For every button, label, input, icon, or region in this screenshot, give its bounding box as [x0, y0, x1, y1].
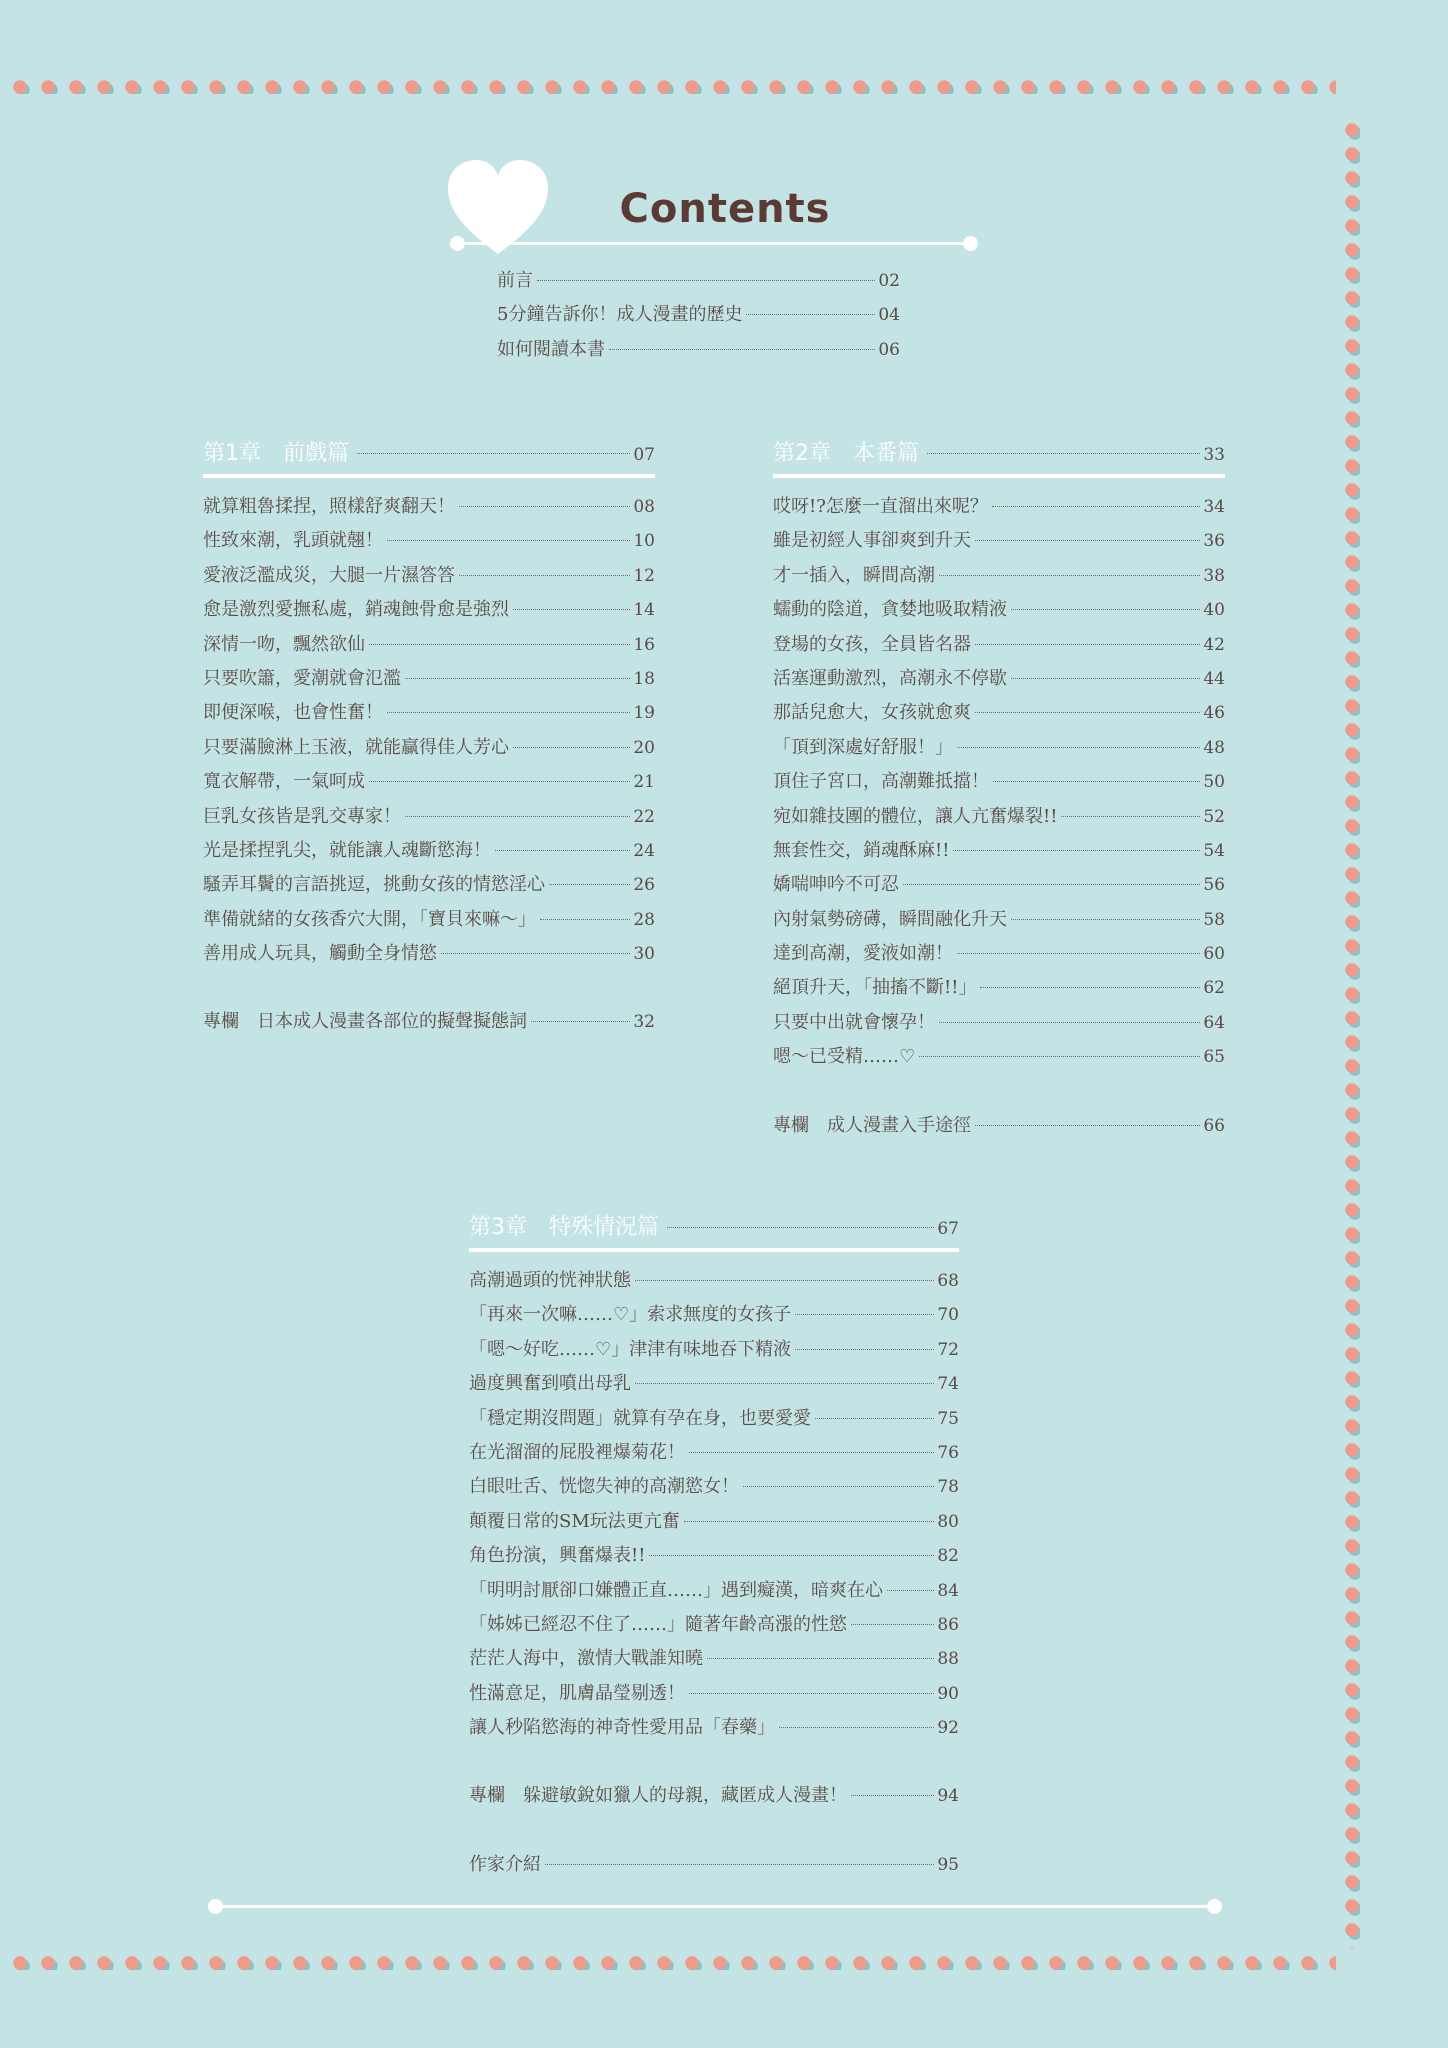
dot-leader — [743, 1486, 934, 1487]
entry-title: 只要吹簫，愛潮就會氾濫 — [203, 667, 401, 689]
page-number: 42 — [1203, 634, 1225, 655]
dot-leader — [1011, 919, 1200, 920]
toc-entry[interactable] — [203, 662, 655, 696]
toc-entry[interactable] — [469, 1574, 959, 1608]
dot-leader — [667, 1227, 934, 1228]
toc-entry[interactable] — [773, 937, 1225, 971]
entry-title: 哎呀!?怎麼一直溜出來呢？ — [773, 496, 988, 517]
chapter-title: 第3章 特殊情況篇 — [469, 1215, 659, 1240]
page-number: 46 — [1203, 703, 1225, 724]
page-number: 08 — [633, 497, 655, 517]
entry-title: 5分鐘告訴你！成人漫畫的歷史 — [497, 304, 743, 326]
chapter-heading[interactable] — [203, 434, 655, 478]
toc-entry[interactable] — [773, 628, 1225, 662]
toc-entry[interactable] — [773, 1040, 1225, 1074]
entry-title: 準備就緒的女孩香穴大開，「寶貝來嘛～」 — [203, 908, 536, 930]
toc-entry[interactable] — [203, 937, 655, 971]
entry-title: 頂住子宮口，高潮難抵擋！ — [773, 771, 989, 793]
page-number: 44 — [1203, 668, 1225, 689]
page-number: 60 — [1203, 944, 1225, 965]
entry-title: 「姊姊已經忍不住了……」隨著年齡高漲的性慾 — [469, 1613, 847, 1635]
page-title: Contents — [619, 186, 831, 232]
dot-leader — [1011, 678, 1200, 679]
author-entry[interactable] — [469, 1848, 959, 1882]
column-entry[interactable] — [203, 1005, 655, 1039]
dot-leader — [903, 884, 1200, 885]
page-number: 92 — [937, 1718, 959, 1739]
page-number: 38 — [1203, 565, 1225, 586]
chapter-1-section — [203, 434, 655, 1040]
page-number: 10 — [633, 531, 655, 552]
page-number: 50 — [1203, 772, 1225, 793]
section-gap — [203, 971, 655, 1005]
section-gap — [469, 1814, 959, 1848]
toc-entry[interactable] — [469, 1264, 959, 1298]
page-number: 78 — [937, 1477, 959, 1498]
entry-title: 「頂到深處好舒服！」 — [773, 736, 953, 758]
dot-leader — [746, 314, 875, 315]
toc-entry[interactable] — [773, 524, 1225, 558]
toc-entry[interactable] — [469, 1367, 959, 1401]
page-number: 74 — [937, 1374, 959, 1395]
dot-leader — [957, 953, 1200, 954]
dot-leader — [649, 1555, 934, 1556]
toc-entry[interactable] — [203, 593, 655, 627]
toc-entry[interactable] — [469, 1711, 959, 1745]
entry-title: 絕頂升天，「抽搐不斷!!」 — [773, 977, 977, 999]
entry-title: 茫茫人海中，激情大戰誰知曉 — [469, 1648, 703, 1670]
section-gap — [773, 1075, 1225, 1109]
dot-leader — [405, 816, 630, 817]
dot-leader — [513, 747, 630, 748]
page-number: 20 — [633, 737, 655, 758]
toc-entry[interactable] — [497, 333, 900, 367]
page-number: 76 — [937, 1442, 959, 1463]
entry-title: 無套性交，銷魂酥麻!! — [773, 839, 950, 861]
dot-leader — [405, 678, 630, 679]
toc-entry[interactable] — [497, 264, 900, 298]
page-number: 84 — [937, 1580, 959, 1601]
dot-leader — [980, 987, 1200, 988]
dot-leader — [609, 349, 875, 350]
toc-entry[interactable] — [469, 1539, 959, 1573]
entry-title: 讓人秒陷慾海的神奇性愛用品「春藥」 — [469, 1717, 775, 1739]
chapter-title: 第2章 本番篇 — [773, 441, 919, 466]
dot-leader — [993, 781, 1200, 782]
entry-title: 寬衣解帶，一氣呵成 — [203, 771, 365, 793]
entry-title: 白眼吐舌、恍惚失神的高潮慾女！ — [469, 1476, 739, 1498]
entry-title: 巨乳女孩皆是乳交專家！ — [203, 805, 401, 827]
dot-leader — [495, 850, 630, 851]
chapter-title: 第1章 前戲篇 — [203, 441, 349, 466]
page-number: 72 — [937, 1339, 959, 1360]
entry-title: 作家介紹 — [469, 1853, 541, 1875]
page-number: 12 — [633, 565, 655, 586]
page-number: 14 — [633, 600, 655, 621]
title-underline — [456, 242, 972, 245]
toc-entry[interactable] — [773, 1006, 1225, 1040]
dot-leader — [975, 712, 1200, 713]
chapter-heading[interactable] — [469, 1208, 959, 1252]
page-number: 67 — [937, 1219, 959, 1239]
toc-entry[interactable] — [203, 524, 655, 558]
toc-entry[interactable] — [203, 903, 655, 937]
dot-leader — [887, 1590, 934, 1591]
page-number: 19 — [633, 703, 655, 724]
entry-title: 活塞運動激烈，高潮永不停歇 — [773, 667, 1007, 689]
toc-entry[interactable] — [203, 765, 655, 799]
page-number: 70 — [937, 1305, 959, 1326]
toc-entry[interactable] — [773, 903, 1225, 937]
page-number: 66 — [1203, 1115, 1225, 1136]
page-number: 95 — [937, 1854, 959, 1875]
toc-entry[interactable] — [469, 1642, 959, 1676]
dot-leader — [537, 280, 875, 281]
dot-leader — [459, 506, 630, 507]
toc-entry[interactable] — [469, 1470, 959, 1504]
entry-title: 宛如雜技團的體位，讓人亢奮爆裂!! — [773, 805, 1058, 827]
dot-leader — [795, 1349, 934, 1350]
page-number: 68 — [937, 1271, 959, 1291]
entry-title: 顛覆日常的SM玩法更亢奮 — [469, 1510, 680, 1532]
entry-title: 「再來一次嘛……♡」索求無度的女孩子 — [469, 1304, 792, 1326]
entry-title: 達到高潮，愛液如潮！ — [773, 943, 953, 965]
entry-title: 專欄 成人漫畫入手途徑 — [773, 1114, 971, 1136]
page-number: 80 — [937, 1511, 959, 1532]
dot-leader — [975, 1125, 1200, 1126]
dot-leader — [369, 644, 630, 645]
page-number: 75 — [937, 1408, 959, 1429]
dot-leader — [545, 1864, 934, 1865]
entry-title: 蠕動的陰道，貪婪地吸取精液 — [773, 599, 1007, 621]
entry-title: 過度興奮到噴出母乳 — [469, 1373, 631, 1395]
entry-title: 性滿意足，肌膚晶瑩剔透！ — [469, 1682, 685, 1704]
entry-title: 愛液泛濫成災，大腿一片濕答答 — [203, 564, 455, 586]
toc-entry[interactable] — [469, 1436, 959, 1470]
page-number: 30 — [633, 944, 655, 965]
dot-leader — [387, 712, 630, 713]
entry-title: 專欄 躲避敏銳如獵人的母親，藏匿成人漫畫！ — [469, 1785, 847, 1807]
dot-leader — [689, 1452, 934, 1453]
page-number: 22 — [633, 806, 655, 827]
dot-leader — [975, 644, 1200, 645]
entry-title: 內射氣勢磅礡，瞬間融化升天 — [773, 908, 1007, 930]
chapter-2-section — [773, 434, 1225, 1143]
page-number: 32 — [633, 1012, 655, 1033]
page-number: 21 — [633, 772, 655, 793]
entry-title: 角色扮演，興奮爆表!! — [469, 1545, 646, 1567]
page-number: 04 — [878, 305, 900, 326]
page-number: 16 — [633, 634, 655, 655]
toc-entry[interactable] — [203, 800, 655, 834]
page-number: 62 — [1203, 978, 1225, 999]
dot-leader — [1061, 816, 1200, 817]
section-gap — [469, 1745, 959, 1779]
dot-leader — [1011, 609, 1200, 610]
dot-leader — [707, 1658, 934, 1659]
entry-title: 性致來潮，乳頭就翹！ — [203, 530, 383, 552]
page-number: 88 — [937, 1649, 959, 1670]
right-dot-border — [1344, 118, 1360, 1948]
toc-entry[interactable] — [773, 765, 1225, 799]
toc-entry[interactable] — [773, 559, 1225, 593]
dot-leader — [851, 1624, 934, 1625]
entry-title: 如何閱讀本書 — [497, 338, 605, 360]
top-dot-border — [6, 80, 1336, 94]
dot-leader — [795, 1314, 934, 1315]
page-number: 86 — [937, 1614, 959, 1635]
dot-leader — [635, 1280, 934, 1281]
entry-title: 專欄 日本成人漫畫各部位的擬聲擬態詞 — [203, 1011, 527, 1033]
toc-entry[interactable] — [773, 868, 1225, 902]
dot-leader — [927, 453, 1200, 454]
page-number: 02 — [878, 271, 900, 291]
toc-entry[interactable] — [469, 1608, 959, 1642]
dot-leader — [957, 747, 1200, 748]
dot-leader — [953, 850, 1200, 851]
toc-entry[interactable] — [203, 834, 655, 868]
page-number: 52 — [1203, 806, 1225, 827]
bottom-dot-border — [6, 1956, 1336, 1970]
dot-leader — [635, 1383, 934, 1384]
page-number: 82 — [937, 1546, 959, 1567]
toc-entry[interactable] — [469, 1677, 959, 1711]
toc-entry[interactable] — [469, 1333, 959, 1367]
dot-leader — [851, 1795, 934, 1796]
front-matter-list — [497, 264, 900, 367]
toc-entry[interactable] — [497, 298, 900, 332]
dot-leader — [549, 884, 630, 885]
toc-entry[interactable] — [773, 834, 1225, 868]
page-number: 65 — [1203, 1047, 1225, 1068]
page-number: 33 — [1203, 445, 1225, 465]
entry-title: 騷弄耳鬢的言語挑逗，挑動女孩的情慾淫心 — [203, 874, 545, 896]
entry-title: 嗯～已受精……♡ — [773, 1046, 916, 1068]
page-number: 36 — [1203, 531, 1225, 552]
entry-title: 高潮過頭的恍神狀態 — [469, 1270, 631, 1291]
toc-entry[interactable] — [773, 731, 1225, 765]
dot-leader — [357, 453, 630, 454]
toc-entry[interactable] — [773, 593, 1225, 627]
entry-title: 即便深喉，也會性奮！ — [203, 702, 383, 724]
entry-title: 那話兒愈大，女孩就愈爽 — [773, 702, 971, 724]
page-number: 18 — [633, 668, 655, 689]
dot-leader — [779, 1727, 934, 1728]
page-number: 34 — [1203, 497, 1225, 517]
entry-title: 只要中出就會懷孕！ — [773, 1011, 935, 1033]
page-number: 94 — [937, 1786, 959, 1807]
dot-leader — [387, 540, 630, 541]
toc-entry[interactable] — [203, 490, 655, 524]
toc-entry[interactable] — [203, 628, 655, 662]
dot-leader — [975, 540, 1200, 541]
page-number: 24 — [633, 840, 655, 861]
page-number: 48 — [1203, 737, 1225, 758]
dot-leader — [513, 609, 630, 610]
entry-title: 嬌喘呻吟不可忍 — [773, 874, 899, 896]
chapter-heading[interactable] — [773, 434, 1225, 478]
entry-title: 登場的女孩，全員皆名器 — [773, 633, 971, 655]
chapter-3-section — [469, 1208, 959, 1882]
entry-title: 在光溜溜的屁股裡爆菊花！ — [469, 1441, 685, 1463]
entry-title: 「明明討厭卻口嫌體正直……」遇到癡漢，暗爽在心 — [469, 1579, 883, 1601]
toc-entry[interactable] — [773, 490, 1225, 524]
dot-leader — [939, 1022, 1200, 1023]
page-number: 40 — [1203, 600, 1225, 621]
entry-title: 愈是激烈愛撫私處，銷魂蝕骨愈是強烈 — [203, 599, 509, 621]
toc-entry[interactable] — [203, 696, 655, 730]
entry-title: 善用成人玩具，觸動全身情慾 — [203, 943, 437, 965]
toc-entry[interactable] — [203, 868, 655, 902]
dot-leader — [919, 1056, 1200, 1057]
page-number: 56 — [1203, 875, 1225, 896]
toc-entry[interactable] — [469, 1505, 959, 1539]
toc-entry[interactable] — [469, 1402, 959, 1436]
dot-leader — [992, 506, 1200, 507]
column-entry[interactable] — [773, 1109, 1225, 1143]
page-number: 90 — [937, 1683, 959, 1704]
dot-leader — [939, 575, 1200, 576]
page-number: 58 — [1203, 909, 1225, 930]
entry-title: 「穩定期沒問題」就算有孕在身，也要愛愛 — [469, 1407, 811, 1429]
page-number: 26 — [633, 875, 655, 896]
toc-entry[interactable] — [773, 800, 1225, 834]
page-number: 54 — [1203, 840, 1225, 861]
toc-entry[interactable] — [773, 662, 1225, 696]
dot-leader — [441, 953, 630, 954]
dot-leader — [684, 1521, 935, 1522]
page-number: 06 — [878, 339, 900, 360]
dot-leader — [369, 781, 630, 782]
dot-leader — [531, 1021, 630, 1022]
entry-title: 深情一吻，飄然欲仙 — [203, 633, 365, 655]
toc-entry[interactable] — [203, 731, 655, 765]
entry-title: 雖是初經人事卻爽到升天 — [773, 530, 971, 552]
column-entry[interactable] — [469, 1779, 959, 1813]
entry-title: 只要滿臉淋上玉液，就能贏得佳人芳心 — [203, 736, 509, 758]
page-number: 07 — [633, 445, 655, 465]
dot-leader — [459, 575, 630, 576]
toc-entry[interactable] — [469, 1298, 959, 1332]
toc-entry[interactable] — [773, 971, 1225, 1005]
bottom-rule — [214, 1905, 1216, 1908]
entry-title: 「嗯～好吃……♡」津津有味地吞下精液 — [469, 1338, 792, 1360]
toc-entry[interactable] — [203, 559, 655, 593]
dot-leader — [815, 1418, 934, 1419]
page-number: 64 — [1203, 1012, 1225, 1033]
entry-title: 光是揉捏乳尖，就能讓人魂斷慾海！ — [203, 839, 491, 861]
page-number: 28 — [633, 909, 655, 930]
dot-leader — [540, 919, 630, 920]
dot-leader — [689, 1693, 934, 1694]
entry-title: 就算粗魯揉捏，照樣舒爽翻天！ — [203, 496, 455, 517]
toc-entry[interactable] — [773, 696, 1225, 730]
entry-title: 才一插入，瞬間高潮 — [773, 564, 935, 586]
entry-title: 前言 — [497, 270, 533, 291]
